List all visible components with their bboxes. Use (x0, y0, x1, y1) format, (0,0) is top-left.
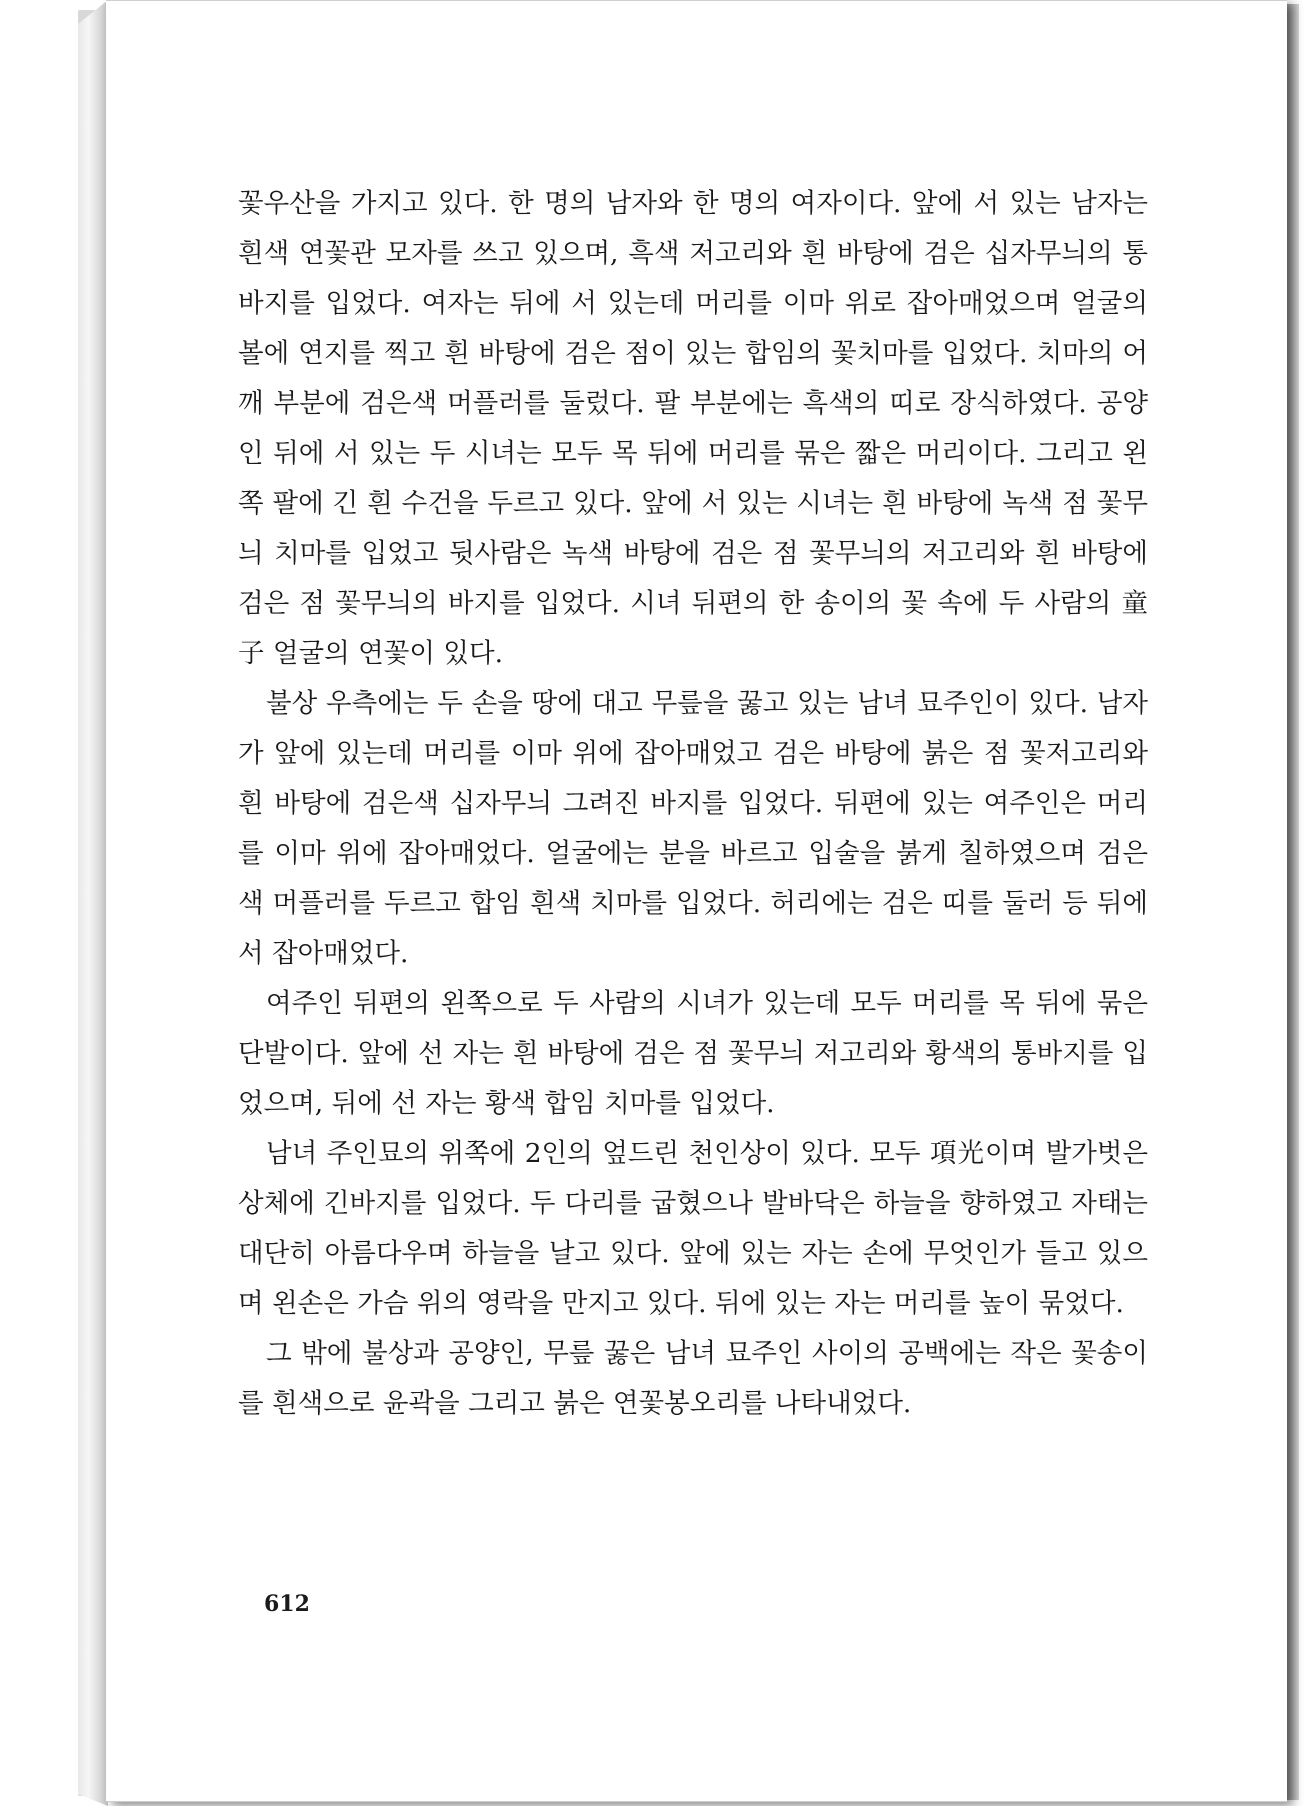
page-edge (1287, 4, 1299, 1800)
book-spine (78, 0, 108, 1806)
paragraph-2: 불상 우측에는 두 손을 땅에 대고 무릎을 꿇고 있는 남녀 묘주인이 있다. 남자가 앞에 있는데 머리를 이마 위에 잡아매었고 검은 바탕에 붉은 점 꽃저고리와 흰 바탕에 검은색 십자무늬 그려진 바지를 입었다. 뒤편에 있는 여주인은 머리를 이마 위에 잡아매었다. 얼굴에는 분을 바르고 입술을 붉게 칠하였으며 검은색 머플러를 두르고 합임 흰색 치마를 입었다. 허리에는 검은 띠를 둘러 등 뒤에서 잡아매었다. (238, 688, 1148, 969)
paragraph-5: 그 밖에 불상과 공양인, 무릎 꿇은 남녀 묘주인 사이의 공백에는 작은 꽃송이를 흰색으로 윤곽을 그리고 붉은 연꽃봉오리를 나타내었다. (238, 1338, 1148, 1419)
paragraph-4: 남녀 주인묘의 위쪽에 2인의 엎드린 천인상이 있다. 모두 項光이며 발가벗은 상체에 긴바지를 입었다. 두 다리를 굽혔으나 발바닥은 하늘을 향하였고 자태는 대단히 아름다우며 하늘을 날고 있다. 앞에 있는 자는 손에 무엇인가 들고 있으며 왼손은 가슴 위의 영락을 만지고 있다. 뒤에 있는 자는 머리를 높이 묶었다. (238, 1138, 1148, 1319)
body-text (238, 179, 1148, 1429)
page-number: 612 (264, 1591, 310, 1617)
paragraph-3: 여주인 뒤편의 왼쪽으로 두 사람의 시녀가 있는데 모두 머리를 목 뒤에 묶은 단발이다. 앞에 선 자는 흰 바탕에 검은 점 꽃무늬 저고리와 황색의 통바지를 입었으며, 뒤에 선 자는 황색 합임 치마를 입었다. (238, 988, 1148, 1119)
book-page (106, 0, 1287, 1802)
paragraph-1: 꽃우산을 가지고 있다. 한 명의 남자와 한 명의 여자이다. 앞에 서 있는 남자는 흰색 연꽃관 모자를 쓰고 있으며, 흑색 저고리와 흰 바탕에 검은 십자무늬의 통바지를 입었다. 여자는 뒤에 서 있는데 머리를 이마 위로 잡아매었으며 얼굴의 볼에 연지를 찍고 흰 바탕에 검은 점이 있는 합임의 꽃치마를 입었다. 치마의 어깨 부분에 검은색 머플러를 둘렀다. 팔 부분에는 흑색의 띠로 장식하였다. 공양인 뒤에 서 있는 두 시녀는 모두 목 뒤에 머리를 묶은 짧은 머리이다. 그리고 왼쪽 팔에 긴 흰 수건을 두르고 있다. 앞에 서 있는 시녀는 흰 바탕에 녹색 점 꽃무늬 치마를 입었고 뒷사람은 녹색 바탕에 검은 점 꽃무늬의 저고리와 흰 바탕에 검은 점 꽃무늬의 바지를 입었다. 시녀 뒤편의 한 송이의 꽃 속에 두 사람의 童子 얼굴의 연꽃이 있다. (238, 188, 1148, 669)
